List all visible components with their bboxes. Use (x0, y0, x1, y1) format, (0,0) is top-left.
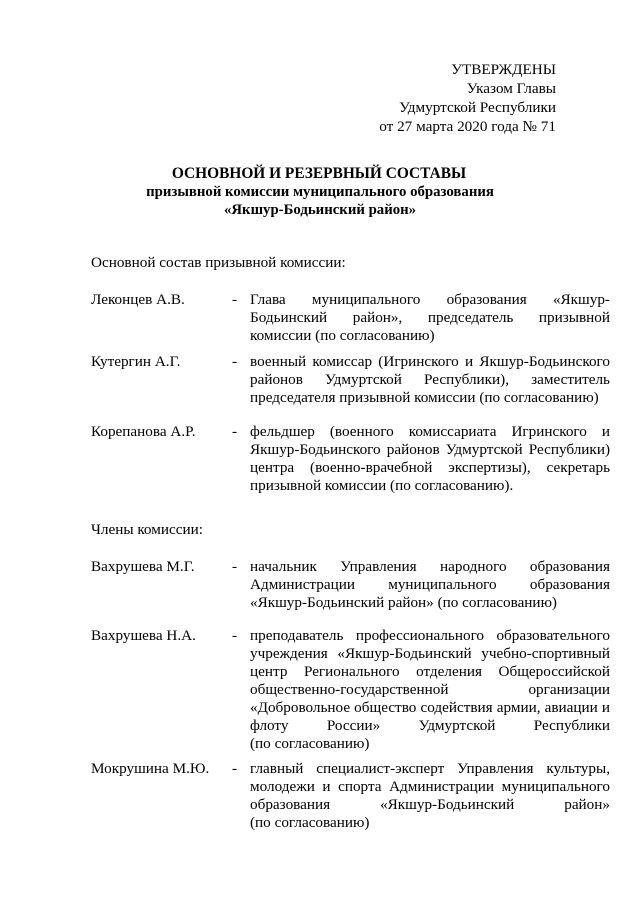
member-name: Мокрушина М.Ю. (91, 760, 210, 777)
role-line: призывной комиссии (по согласованию). (250, 477, 514, 494)
role-line: учреждения «Якшур-Бодьинский учебно-спортивный (250, 645, 610, 662)
member-name: Вахрушева М.Г. (91, 558, 195, 575)
role-line: военный комиссар (Игринского и Якшур-Бодьинского (250, 353, 610, 370)
member-role (250, 423, 610, 495)
document-title (0, 165, 640, 219)
member-dash: - (232, 558, 238, 575)
member-name: Леконцев А.В. (91, 291, 185, 308)
role-line: «Якшур-Бодьинский район» (по согласованию) (250, 594, 557, 611)
approval-date: от 27 марта 2020 года № 71 (379, 118, 556, 135)
role-line: (по согласованию) (250, 814, 370, 831)
role-line: комиссии (по согласованию) (250, 327, 435, 344)
member-role (250, 627, 610, 753)
role-line: флоту России» Удмуртской Республики (250, 717, 610, 734)
member-role (250, 760, 610, 832)
approval-block (379, 60, 556, 136)
role-line: Администрации муниципального образования (250, 576, 610, 593)
role-line: Якшур-Бодьинского районов Удмуртской Республики) (250, 441, 610, 458)
member-role (250, 353, 610, 407)
title-line-3: «Якшур-Бодьинский район» (223, 202, 417, 218)
role-line: центра (военно-врачебной экспертизы), секретарь (250, 459, 610, 476)
role-line: общественно-государственной организации (250, 681, 610, 698)
role-line: (по согласованию) (250, 735, 370, 752)
member-role (250, 558, 610, 612)
role-line: начальник Управления народного образования (250, 558, 610, 575)
member-dash: - (232, 627, 238, 644)
role-line: председателя призывной комиссии (по согласованию) (250, 389, 599, 406)
title-line-2: призывной комиссии муниципального образования (146, 184, 494, 200)
role-line: преподаватель профессионального образовательного (250, 627, 610, 644)
member-name: Корепанова А.Р. (91, 423, 196, 440)
member-dash: - (232, 423, 238, 440)
approval-region: Удмуртской Республики (399, 99, 556, 116)
member-role (250, 291, 610, 345)
approval-status: УТВЕРЖДЕНЫ (451, 61, 556, 78)
role-line: Глава муниципального образования «Якшур- (250, 291, 610, 308)
role-line: молодежи и спорта Администрации муниципального (250, 778, 610, 795)
member-name: Кутергин А.Г. (91, 353, 181, 370)
title-line-1: ОСНОВНОЙ И РЕЗЕРВНЫЙ СОСТАВЫ (171, 165, 467, 182)
member-dash: - (232, 760, 238, 777)
role-line: «Добровольное общество содействия армии, авиации и (250, 699, 610, 716)
role-line: главный специалист-эксперт Управления культуры, (250, 760, 610, 777)
approval-decree: Указом Главы (466, 80, 556, 97)
role-line: Бодьинский район», председатель призывной (250, 309, 610, 326)
members-heading: Члены комиссии: (91, 521, 203, 538)
role-line: образования «Якшур-Бодьинский район» (250, 796, 610, 813)
role-line: районов Удмуртской Республики), заместитель (250, 371, 610, 388)
role-line: фельдшер (военного комиссариата Игринского и (250, 423, 610, 440)
main-composition-heading: Основной состав призывной комиссии: (91, 254, 346, 271)
member-name: Вахрушева Н.А. (91, 627, 196, 644)
member-dash: - (232, 353, 238, 370)
role-line: центр Регионального отделения Общероссийской (250, 663, 610, 680)
member-dash: - (232, 291, 238, 308)
